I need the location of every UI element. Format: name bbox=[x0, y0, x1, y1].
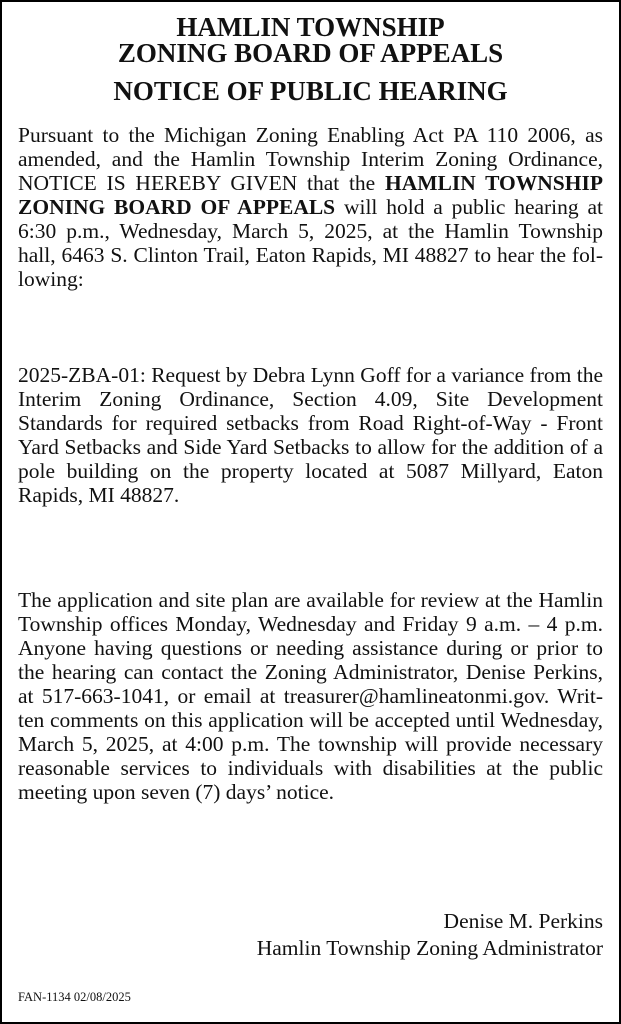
paragraph-hearing-board-name: HAMLIN TOWNSHIP ZONING BOARD OF APPEALS bbox=[18, 171, 603, 219]
heading-township: HAMLIN TOWNSHIP bbox=[176, 12, 445, 42]
signature-block bbox=[257, 908, 603, 962]
footer-code: FAN-1134 02/08/2025 bbox=[18, 990, 131, 1004]
signature-name: Denise M. Perkins bbox=[443, 909, 603, 933]
paragraph-variance-text: 2025-ZBA-01: Request by Debra Lynn Goff for a variance from the Interim Zoning Ordinance, Section 4.09, Site Development Standards for required setbacks from Road Right-of-Way - Front Yard Setbacks and Side Yard Setbacks to allow for the addition of a pole building on the property located at 5087 Millyard, Eaton Rapids, MI 48827. bbox=[18, 363, 603, 507]
paragraph-variance-request bbox=[18, 363, 603, 507]
signature-title: Hamlin Township Zoning Administrator bbox=[256, 936, 603, 960]
paragraph-hearing-notice bbox=[18, 123, 603, 291]
paragraph-hearing-lead: Pursuant to the Michigan Zoning Enabling Act PA 110 2006, as amended, and the Hamlin Township Interim Zoning Ordinance, NOTICE IS HEREBY GIVEN that the bbox=[18, 123, 603, 195]
heading-board: ZONING BOARD OF APPEALS bbox=[117, 38, 504, 68]
heading-notice-title: NOTICE OF PUBLIC HEARING bbox=[113, 76, 508, 106]
paragraph-review-info bbox=[18, 588, 603, 804]
paragraph-hearing-details: will hold a public hearing at 6:30 p.m., Wednesday, March 5, 2025, at the Hamlin Township hall, 6463 S. Clinton Trail, Eaton Rapids, MI 48827 to hear the following: bbox=[18, 195, 603, 291]
paragraph-review-text: The application and site plan are available for review at the Hamlin Township offices Monday, Wednesday and Friday 9 a.m. – 4 p.m. Anyone having questions or needing assistance during or prior to the hearing can contact the Zoning Administrator, Denise Perkins, at 517-663-1041, or email at treasurer@hamlineatonmi.gov. Written comments on this application will be accepted until Wednesday, March 5, 2025, at 4:00 p.m. The township will provide necessary reasonable services to individuals with disabilities at the public meeting upon seven (7) days’ notice. bbox=[18, 588, 603, 804]
